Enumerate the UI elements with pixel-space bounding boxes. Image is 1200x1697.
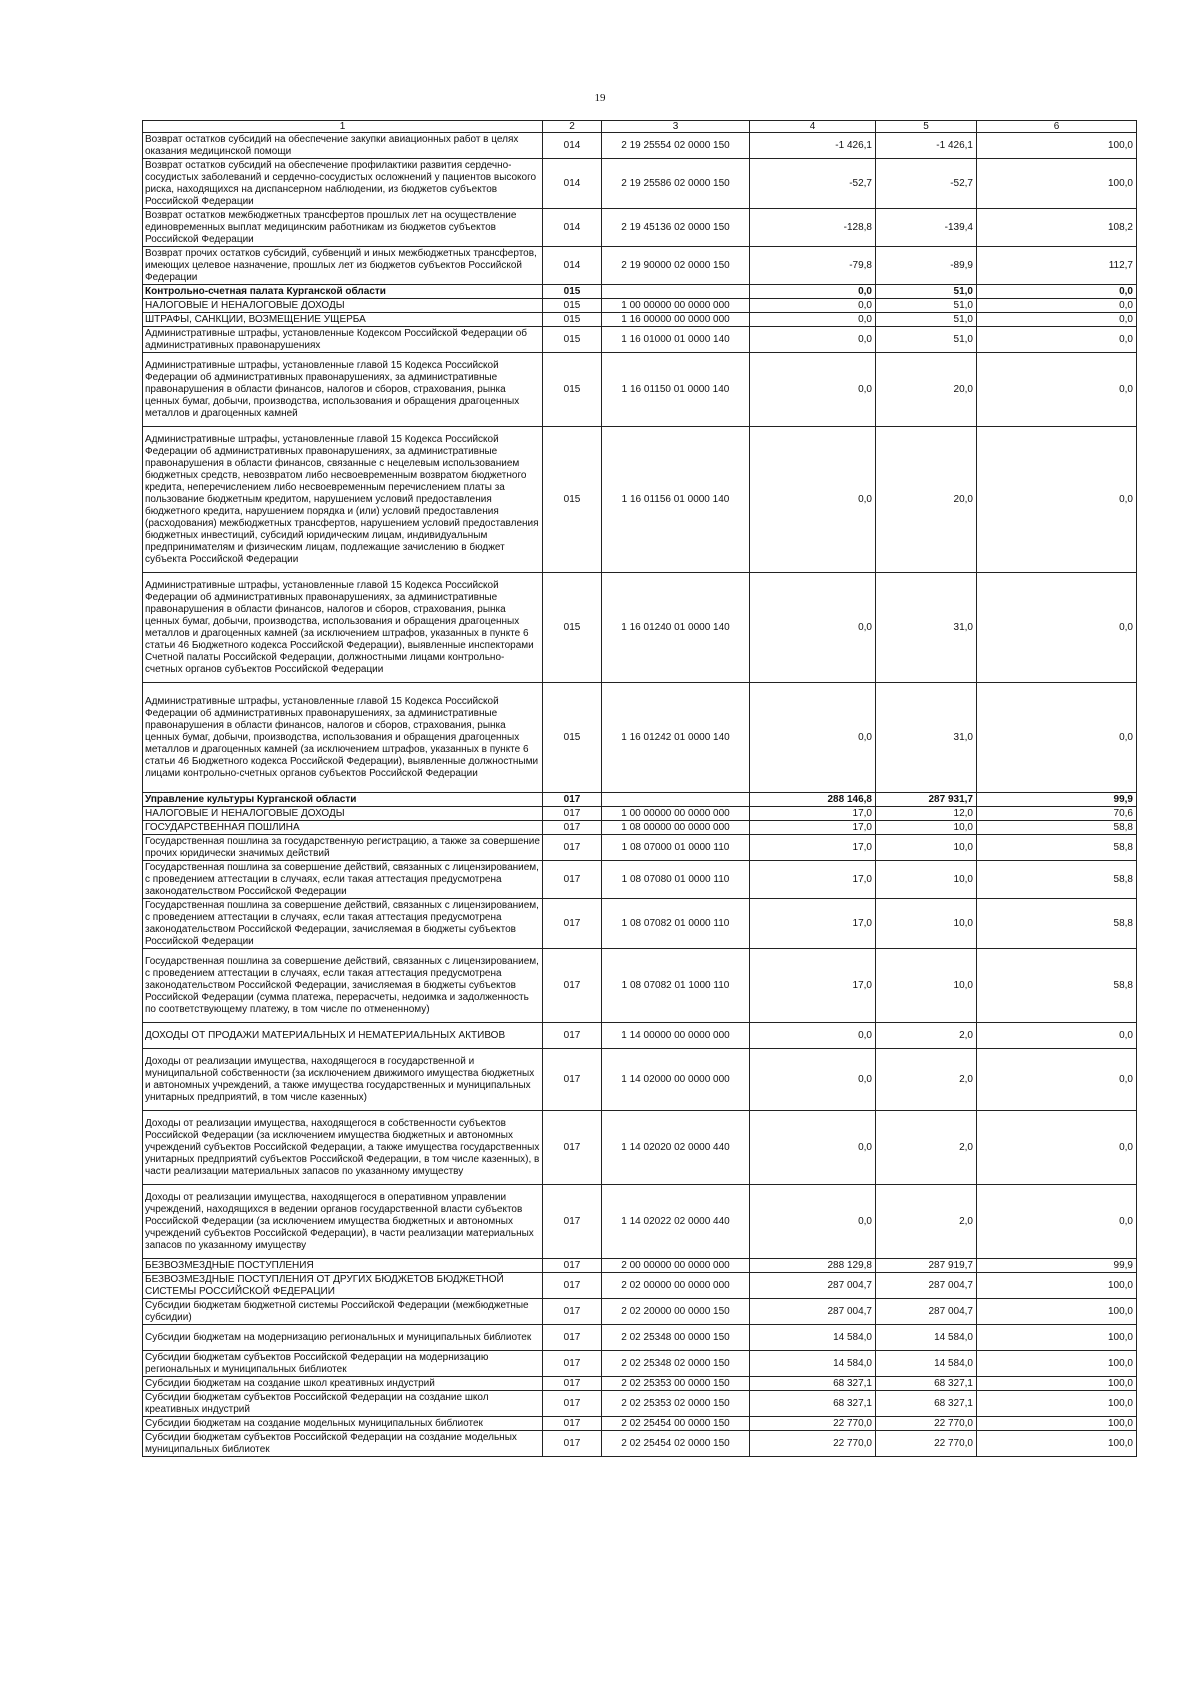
row-budget-code-cell: 1 16 01150 01 0000 140 (602, 353, 750, 427)
row-percent-cell: 108,2 (977, 209, 1137, 247)
row-fact-value-cell: 51,0 (876, 327, 977, 353)
row-plan-value-cell: 288 129,8 (750, 1259, 876, 1273)
row-fact-value-cell: 68 327,1 (876, 1391, 977, 1417)
row-plan-value-cell: 68 327,1 (750, 1391, 876, 1417)
row-plan-value-cell: 0,0 (750, 313, 876, 327)
column-number-row (143, 121, 1137, 133)
row-fact-value-cell: 22 770,0 (876, 1431, 977, 1457)
row-percent-cell: 58,8 (977, 949, 1137, 1023)
row-admin-code-cell: 015 (543, 285, 602, 299)
row-percent-cell: 100,0 (977, 1299, 1137, 1325)
row-plan-value-cell: 0,0 (750, 573, 876, 683)
row-plan-value-cell: 0,0 (750, 427, 876, 573)
row-fact-value-cell: 68 327,1 (876, 1377, 977, 1391)
row-budget-code-cell: 1 14 00000 00 0000 000 (602, 1023, 750, 1049)
row-plan-value-cell: 22 770,0 (750, 1431, 876, 1457)
table-row (143, 1351, 1137, 1377)
row-percent-cell: 100,0 (977, 1417, 1137, 1431)
row-budget-code-cell: 1 00 00000 00 0000 000 (602, 299, 750, 313)
row-percent-cell: 100,0 (977, 133, 1137, 159)
row-fact-value-cell: -1 426,1 (876, 133, 977, 159)
row-plan-value-cell: 0,0 (750, 353, 876, 427)
row-admin-code-cell: 017 (543, 1325, 602, 1351)
row-admin-code-cell: 017 (543, 1351, 602, 1377)
row-percent-cell: 0,0 (977, 1049, 1137, 1111)
row-budget-code-cell: 1 08 07000 01 0000 110 (602, 835, 750, 861)
row-percent-cell: 100,0 (977, 159, 1137, 209)
column-header-3: 3 (602, 121, 750, 133)
row-name-cell: Возврат прочих остатков субсидий, субвенций и иных межбюджетных трансфертов, имеющих целевое назначение, прошлых лет из бюджетов субъектов Российской Федерации (143, 247, 543, 285)
row-plan-value-cell: 14 584,0 (750, 1351, 876, 1377)
row-fact-value-cell: -89,9 (876, 247, 977, 285)
row-fact-value-cell: 2,0 (876, 1111, 977, 1185)
row-plan-value-cell: 17,0 (750, 899, 876, 949)
row-fact-value-cell: 2,0 (876, 1023, 977, 1049)
row-percent-cell: 0,0 (977, 573, 1137, 683)
row-plan-value-cell: 17,0 (750, 807, 876, 821)
row-fact-value-cell: 51,0 (876, 313, 977, 327)
table-row (143, 1417, 1137, 1431)
row-percent-cell: 112,7 (977, 247, 1137, 285)
row-name-cell: Административные штрафы, установленные главой 15 Кодекса Российской Федерации об административных правонарушениях, за административные правонарушения в области финансов, налогов и сборов, страхования, рынка ценных бумаг, добычи, производства, использования и обращения драгоценных металлов и драгоценных камней (за исключением штрафов, указанных в пункте 6 статьи 46 Бюджетного кодекса Российской Федерации), выявленные инспекторами Счетной палаты Российской Федерации, должностными лицами контрольно-счетных органов субъектов Российской Федерации (143, 573, 543, 683)
row-percent-cell: 58,8 (977, 899, 1137, 949)
row-percent-cell: 0,0 (977, 1111, 1137, 1185)
row-percent-cell: 58,8 (977, 861, 1137, 899)
row-fact-value-cell: 10,0 (876, 949, 977, 1023)
table-row (143, 949, 1137, 1023)
row-name-cell: Субсидии бюджетам бюджетной системы Российской Федерации (межбюджетные субсидии) (143, 1299, 543, 1325)
row-percent-cell: 0,0 (977, 327, 1137, 353)
table-row (143, 159, 1137, 209)
column-header-1: 1 (143, 121, 543, 133)
row-name-cell: Государственная пошлина за совершение действий, связанных с лицензированием, с проведением аттестации в случаях, если такая аттестация предусмотрена законодательством Российской Федерации, зачисляемая в бюджеты субъектов Российской Федерации (143, 899, 543, 949)
row-name-cell: Государственная пошлина за совершение действий, связанных с лицензированием, с проведением аттестации в случаях, если такая аттестация предусмотрена законодательством Российской Федерации, зачисляемая в бюджеты субъектов Российской Федерации (сумма платежа, перерасчеты, недоимка и задолженность по соответствующему платежу, в том числе по отмененному) (143, 949, 543, 1023)
row-admin-code-cell: 017 (543, 949, 602, 1023)
row-name-cell: БЕЗВОЗМЕЗДНЫЕ ПОСТУПЛЕНИЯ (143, 1259, 543, 1273)
row-name-cell: Субсидии бюджетам субъектов Российской Федерации на модернизацию региональных и муниципальных библиотек (143, 1351, 543, 1377)
table-row (143, 313, 1137, 327)
row-fact-value-cell: 287 919,7 (876, 1259, 977, 1273)
row-admin-code-cell: 014 (543, 133, 602, 159)
row-admin-code-cell: 017 (543, 1391, 602, 1417)
row-budget-code-cell: 1 08 07082 01 1000 110 (602, 949, 750, 1023)
row-admin-code-cell: 017 (543, 1185, 602, 1259)
row-budget-code-cell: 1 14 02020 02 0000 440 (602, 1111, 750, 1185)
row-fact-value-cell: 31,0 (876, 573, 977, 683)
row-admin-code-cell: 015 (543, 427, 602, 573)
row-percent-cell: 0,0 (977, 299, 1137, 313)
row-budget-code-cell (602, 793, 750, 807)
table-row (143, 683, 1137, 793)
row-percent-cell: 100,0 (977, 1273, 1137, 1299)
row-budget-code-cell: 1 08 07080 01 0000 110 (602, 861, 750, 899)
row-fact-value-cell: 14 584,0 (876, 1351, 977, 1377)
row-name-cell: Государственная пошлина за государственную регистрацию, а также за совершение прочих юридически значимых действий (143, 835, 543, 861)
row-name-cell: Субсидии бюджетам на создание модельных муниципальных библиотек (143, 1417, 543, 1431)
row-admin-code-cell: 017 (543, 899, 602, 949)
row-name-cell: Контрольно-счетная палата Курганской области (143, 285, 543, 299)
row-name-cell: Возврат остатков межбюджетных трансфертов прошлых лет на осуществление единовременных выплат медицинским работникам из бюджетов субъектов Российской Федерации (143, 209, 543, 247)
row-name-cell: Государственная пошлина за совершение действий, связанных с лицензированием, с проведением аттестации в случаях, если такая аттестация предусмотрена законодательством Российской Федерации (143, 861, 543, 899)
row-name-cell: БЕЗВОЗМЕЗДНЫЕ ПОСТУПЛЕНИЯ ОТ ДРУГИХ БЮДЖЕТОВ БЮДЖЕТНОЙ СИСТЕМЫ РОССИЙСКОЙ ФЕДЕРАЦИИ (143, 1273, 543, 1299)
row-admin-code-cell: 017 (543, 1299, 602, 1325)
row-admin-code-cell: 017 (543, 1023, 602, 1049)
table-row (143, 1299, 1137, 1325)
row-budget-code-cell: 1 16 01240 01 0000 140 (602, 573, 750, 683)
row-name-cell: Административные штрафы, установленные Кодексом Российской Федерации об административных правонарушениях (143, 327, 543, 353)
row-plan-value-cell: -52,7 (750, 159, 876, 209)
row-fact-value-cell: 12,0 (876, 807, 977, 821)
table-row (143, 133, 1137, 159)
table-row (143, 1049, 1137, 1111)
row-fact-value-cell: 20,0 (876, 353, 977, 427)
row-plan-value-cell: 0,0 (750, 327, 876, 353)
row-fact-value-cell: 20,0 (876, 427, 977, 573)
row-name-cell: Доходы от реализации имущества, находящегося в оперативном управлении учреждений, находящихся в ведении органов государственной власти субъектов Российской Федерации (за исключением имущества бюджетных и автономных учреждений субъектов Российской Федерации), в части реализации материальных запасов по указанному имуществу (143, 1185, 543, 1259)
row-name-cell: Административные штрафы, установленные главой 15 Кодекса Российской Федерации об административных правонарушениях, за административные правонарушения в области финансов, налогов и сборов, страхования, рынка ценных бумаг, добычи, производства, использования и обращения драгоценных металлов и драгоценных камней (143, 353, 543, 427)
row-name-cell: Административные штрафы, установленные главой 15 Кодекса Российской Федерации об административных правонарушениях, за административные правонарушения в области финансов, связанные с нецелевым использованием бюджетных средств, невозвратом либо несвоевременным возвратом бюджетного кредита, неперечислением либо несвоевременным перечислением платы за пользование бюджетным кредитом, нарушением условий предоставления бюджетного кредита, нарушением порядка и (или) условий предоставления (расходования) межбюджетных трансфертов, нарушением условий предоставления бюджетных инвестиций, субсидий юридическим лицам, индивидуальным предпринимателям и физическим лицам, подлежащие зачислению в бюджет субъекта Российской Федерации (143, 427, 543, 573)
row-fact-value-cell: 10,0 (876, 899, 977, 949)
table-row (143, 899, 1137, 949)
table-row (143, 1259, 1137, 1273)
row-fact-value-cell: 51,0 (876, 299, 977, 313)
column-header-6: 6 (977, 121, 1137, 133)
row-admin-code-cell: 015 (543, 353, 602, 427)
row-budget-code-cell: 1 08 00000 00 0000 000 (602, 821, 750, 835)
row-admin-code-cell: 015 (543, 683, 602, 793)
row-budget-code-cell: 1 00 00000 00 0000 000 (602, 807, 750, 821)
table-row (143, 1431, 1137, 1457)
row-budget-code-cell: 2 02 25454 00 0000 150 (602, 1417, 750, 1431)
table-row (143, 1111, 1137, 1185)
row-percent-cell: 100,0 (977, 1325, 1137, 1351)
row-admin-code-cell: 015 (543, 299, 602, 313)
row-plan-value-cell: 14 584,0 (750, 1325, 876, 1351)
row-name-cell: Возврат остатков субсидий на обеспечение профилактики развития сердечно-сосудистых заболеваний и сердечно-сосудистых осложнений у пациентов высокого риска, находящихся на диспансерном наблюдении, из бюджетов субъектов Российской Федерации (143, 159, 543, 209)
row-budget-code-cell: 2 19 90000 02 0000 150 (602, 247, 750, 285)
row-percent-cell: 0,0 (977, 313, 1137, 327)
row-plan-value-cell: 17,0 (750, 821, 876, 835)
row-plan-value-cell: 0,0 (750, 1185, 876, 1259)
row-plan-value-cell: 288 146,8 (750, 793, 876, 807)
row-fact-value-cell: 10,0 (876, 835, 977, 861)
row-percent-cell: 100,0 (977, 1431, 1137, 1457)
row-percent-cell: 100,0 (977, 1391, 1137, 1417)
row-fact-value-cell: 22 770,0 (876, 1417, 977, 1431)
row-plan-value-cell: 22 770,0 (750, 1417, 876, 1431)
row-admin-code-cell: 017 (543, 1417, 602, 1431)
table-row (143, 1273, 1137, 1299)
table-row (143, 285, 1137, 299)
table-row (143, 299, 1137, 313)
table-row (143, 1023, 1137, 1049)
row-budget-code-cell: 1 16 01156 01 0000 140 (602, 427, 750, 573)
row-budget-code-cell: 1 14 02000 00 0000 000 (602, 1049, 750, 1111)
row-fact-value-cell: 31,0 (876, 683, 977, 793)
table-row (143, 835, 1137, 861)
column-header-4: 4 (750, 121, 876, 133)
row-budget-code-cell: 2 19 25554 02 0000 150 (602, 133, 750, 159)
table-row (143, 861, 1137, 899)
row-fact-value-cell: 2,0 (876, 1049, 977, 1111)
row-plan-value-cell: 0,0 (750, 1111, 876, 1185)
row-percent-cell: 0,0 (977, 1023, 1137, 1049)
row-fact-value-cell: 10,0 (876, 821, 977, 835)
row-admin-code-cell: 014 (543, 247, 602, 285)
row-budget-code-cell: 1 14 02022 02 0000 440 (602, 1185, 750, 1259)
row-budget-code-cell: 2 02 25348 02 0000 150 (602, 1351, 750, 1377)
row-plan-value-cell: 17,0 (750, 861, 876, 899)
row-percent-cell: 0,0 (977, 353, 1137, 427)
row-plan-value-cell: 0,0 (750, 285, 876, 299)
row-admin-code-cell: 015 (543, 327, 602, 353)
row-percent-cell: 0,0 (977, 683, 1137, 793)
row-plan-value-cell: 0,0 (750, 299, 876, 313)
row-budget-code-cell: 2 02 25353 02 0000 150 (602, 1391, 750, 1417)
row-name-cell: Субсидии бюджетам на модернизацию региональных и муниципальных библиотек (143, 1325, 543, 1351)
row-name-cell: НАЛОГОВЫЕ И НЕНАЛОГОВЫЕ ДОХОДЫ (143, 807, 543, 821)
row-percent-cell: 100,0 (977, 1377, 1137, 1391)
table-row (143, 247, 1137, 285)
row-budget-code-cell: 2 02 25353 00 0000 150 (602, 1377, 750, 1391)
row-admin-code-cell: 017 (543, 807, 602, 821)
row-admin-code-cell: 017 (543, 1049, 602, 1111)
row-admin-code-cell: 017 (543, 861, 602, 899)
row-fact-value-cell: 287 004,7 (876, 1299, 977, 1325)
row-admin-code-cell: 017 (543, 793, 602, 807)
row-percent-cell: 58,8 (977, 821, 1137, 835)
row-admin-code-cell: 017 (543, 1431, 602, 1457)
row-plan-value-cell: -1 426,1 (750, 133, 876, 159)
row-name-cell: Возврат остатков субсидий на обеспечение закупки авиационных работ в целях оказания медицинской помощи (143, 133, 543, 159)
row-fact-value-cell: 51,0 (876, 285, 977, 299)
row-fact-value-cell: -52,7 (876, 159, 977, 209)
row-name-cell: Субсидии бюджетам субъектов Российской Федерации на создание модельных муниципальных библиотек (143, 1431, 543, 1457)
row-budget-code-cell: 2 02 00000 00 0000 000 (602, 1273, 750, 1299)
table-row (143, 1377, 1137, 1391)
table-row (143, 1391, 1137, 1417)
row-admin-code-cell: 017 (543, 1259, 602, 1273)
row-plan-value-cell: 287 004,7 (750, 1273, 876, 1299)
row-name-cell: Доходы от реализации имущества, находящегося в государственной и муниципальной собственности (за исключением движимого имущества бюджетных и автономных учреждений, а также имущества государственных и муниципальных унитарных предприятий, в том числе казенных) (143, 1049, 543, 1111)
column-header-5: 5 (876, 121, 977, 133)
row-percent-cell: 58,8 (977, 835, 1137, 861)
row-admin-code-cell: 017 (543, 821, 602, 835)
revenue-table (142, 120, 1137, 1457)
row-percent-cell: 99,9 (977, 1259, 1137, 1273)
row-admin-code-cell: 015 (543, 313, 602, 327)
row-admin-code-cell: 014 (543, 209, 602, 247)
table-body (143, 121, 1137, 1457)
table-row (143, 1185, 1137, 1259)
row-budget-code-cell: 1 16 01242 01 0000 140 (602, 683, 750, 793)
row-percent-cell: 70,6 (977, 807, 1137, 821)
row-budget-code-cell: 2 19 45136 02 0000 150 (602, 209, 750, 247)
table-row (143, 821, 1137, 835)
table-row (143, 353, 1137, 427)
row-admin-code-cell: 017 (543, 1273, 602, 1299)
table-row (143, 573, 1137, 683)
row-name-cell: Субсидии бюджетам субъектов Российской Федерации на создание школ креативных индустрий (143, 1391, 543, 1417)
row-budget-code-cell: 2 00 00000 00 0000 000 (602, 1259, 750, 1273)
column-header-2: 2 (543, 121, 602, 133)
row-plan-value-cell: 287 004,7 (750, 1299, 876, 1325)
row-percent-cell: 0,0 (977, 1185, 1137, 1259)
row-percent-cell: 100,0 (977, 1351, 1137, 1377)
row-admin-code-cell: 017 (543, 835, 602, 861)
row-plan-value-cell: -128,8 (750, 209, 876, 247)
row-budget-code-cell: 2 19 25586 02 0000 150 (602, 159, 750, 209)
row-budget-code-cell: 1 16 01000 01 0000 140 (602, 327, 750, 353)
row-name-cell: ГОСУДАРСТВЕННАЯ ПОШЛИНА (143, 821, 543, 835)
row-plan-value-cell: 68 327,1 (750, 1377, 876, 1391)
row-fact-value-cell: 10,0 (876, 861, 977, 899)
row-fact-value-cell: 287 004,7 (876, 1273, 977, 1299)
row-budget-code-cell: 2 02 20000 00 0000 150 (602, 1299, 750, 1325)
row-plan-value-cell: -79,8 (750, 247, 876, 285)
row-plan-value-cell: 0,0 (750, 1023, 876, 1049)
row-admin-code-cell: 015 (543, 573, 602, 683)
row-admin-code-cell: 017 (543, 1377, 602, 1391)
row-name-cell: Доходы от реализации имущества, находящегося в собственности субъектов Российской Федерации (за исключением имущества бюджетных и автономных учреждений субъектов Российской Федерации, а также имущества государственных унитарных предприятий субъектов Российской Федерации, в том числе казенных), в части реализации материальных запасов по указанному имуществу (143, 1111, 543, 1185)
table-row (143, 793, 1137, 807)
table-row (143, 807, 1137, 821)
row-plan-value-cell: 17,0 (750, 949, 876, 1023)
row-budget-code-cell: 1 08 07082 01 0000 110 (602, 899, 750, 949)
row-fact-value-cell: 2,0 (876, 1185, 977, 1259)
row-budget-code-cell: 2 02 25348 00 0000 150 (602, 1325, 750, 1351)
row-fact-value-cell: 287 931,7 (876, 793, 977, 807)
page-number: 19 (594, 92, 606, 104)
row-name-cell: Субсидии бюджетам на создание школ креативных индустрий (143, 1377, 543, 1391)
row-percent-cell: 99,9 (977, 793, 1137, 807)
row-plan-value-cell: 0,0 (750, 683, 876, 793)
row-percent-cell: 0,0 (977, 285, 1137, 299)
table-row (143, 327, 1137, 353)
row-plan-value-cell: 17,0 (750, 835, 876, 861)
row-name-cell: Управление культуры Курганской области (143, 793, 543, 807)
table-row (143, 427, 1137, 573)
row-fact-value-cell: 14 584,0 (876, 1325, 977, 1351)
table-row (143, 1325, 1137, 1351)
row-name-cell: Административные штрафы, установленные главой 15 Кодекса Российской Федерации об административных правонарушениях, за административные правонарушения в области финансов, налогов и сборов, страхования, рынка ценных бумаг, добычи, производства, использования и обращения драгоценных металлов и драгоценных камней (за исключением штрафов, указанных в пункте 6 статьи 46 Бюджетного кодекса Российской Федерации), выявленные должностными лицами контрольно-счетных органов субъектов Российской Федерации (143, 683, 543, 793)
row-budget-code-cell (602, 285, 750, 299)
row-name-cell: ШТРАФЫ, САНКЦИИ, ВОЗМЕЩЕНИЕ УЩЕРБА (143, 313, 543, 327)
row-name-cell: НАЛОГОВЫЕ И НЕНАЛОГОВЫЕ ДОХОДЫ (143, 299, 543, 313)
row-plan-value-cell: 0,0 (750, 1049, 876, 1111)
row-admin-code-cell: 014 (543, 159, 602, 209)
table-row (143, 209, 1137, 247)
row-name-cell: ДОХОДЫ ОТ ПРОДАЖИ МАТЕРИАЛЬНЫХ И НЕМАТЕРИАЛЬНЫХ АКТИВОВ (143, 1023, 543, 1049)
row-budget-code-cell: 2 02 25454 02 0000 150 (602, 1431, 750, 1457)
row-admin-code-cell: 017 (543, 1111, 602, 1185)
row-budget-code-cell: 1 16 00000 00 0000 000 (602, 313, 750, 327)
row-percent-cell: 0,0 (977, 427, 1137, 573)
row-fact-value-cell: -139,4 (876, 209, 977, 247)
